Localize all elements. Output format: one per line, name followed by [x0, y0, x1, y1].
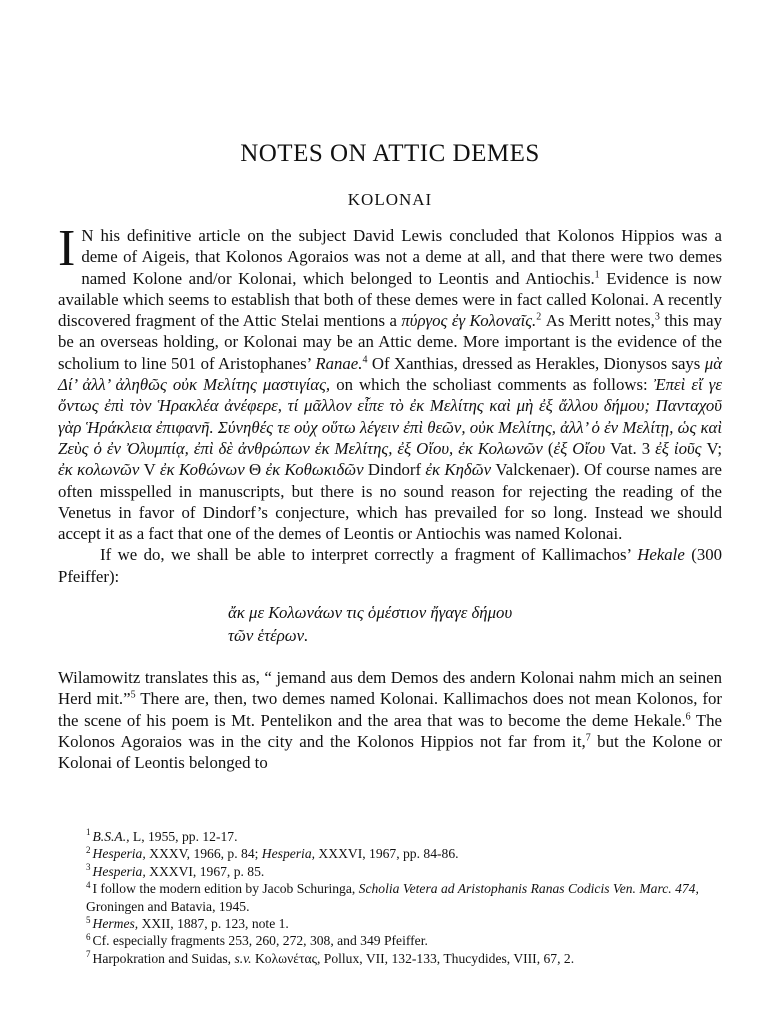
text-run: Of Xanthias, dressed as Herakles, Dionysos says — [367, 353, 705, 373]
text-run: Hesperia, — [261, 846, 316, 862]
text-run: this may be an overseas holding, or Kolonai may be an Attic deme. More important is the evidence of the scholium to line 501 of Aristophanes’ — [58, 311, 722, 373]
text-run: Hesperia, — [92, 863, 146, 879]
footnotes — [86, 828, 722, 967]
footnote-number: 4 — [86, 879, 91, 890]
section-title: KOLONAI — [347, 190, 433, 209]
footnote — [86, 880, 722, 915]
text-run: Θ — [244, 460, 266, 480]
paragraph-3 — [58, 667, 722, 773]
footnote — [86, 845, 722, 862]
text-run: XXXVI, 1967, p. 85. — [145, 863, 265, 879]
text-run: Κολωνέτας, — [251, 950, 321, 966]
footnote — [86, 863, 722, 880]
footnote-ref[interactable]: 1 — [594, 269, 600, 280]
greek-quote: μὰ Δί’ ἀλλ’ ἀληθῶς οὐκ Μελίτης μαστιγίας, — [58, 353, 722, 395]
text-run: There are, then, two demes named Kolonai. Kallimachos does not mean Kolonos, for the scene of his poem is Mt. Pentelikon and the area that was to become the deme Hekale. — [58, 689, 722, 730]
footnote-number: 7 — [86, 949, 91, 960]
text-run: Pollux, VII, 132-133, Thucydides, VIII, 67, 2. — [320, 950, 575, 966]
footnote-number: 5 — [86, 914, 91, 925]
footnote — [86, 828, 722, 845]
paragraph-1 — [58, 220, 723, 544]
footnote — [86, 932, 722, 949]
text-run: The Kolonos Agoraios was in the city and the Kolonos Hippios not far from it, — [58, 710, 722, 751]
text-run: Valckenaer). Of course names are often misspelled in manuscripts, but there is no sound reason for rejecting the reading of the Venetus in favor of Dindorf’s conjecture, which has prevailed for so long. Instead we should accept it as a fact that one of the demes of Leontis or Antiochis was named Kolonai. — [58, 460, 722, 544]
text-run: Cf. especially fragments 253, 260, 272, 308, and 349 Pfeiffer. — [92, 933, 428, 949]
text-run: As Meritt notes, — [541, 311, 655, 331]
text-run: XXXVI, 1967, pp. 84-86. — [315, 846, 459, 862]
article-body — [58, 220, 723, 774]
text-run: Vat. 3 — [605, 438, 656, 458]
text-run: Wilamowitz translates this as, “ jemand aus dem Demos des andern Kolonai nahm mich an seinen Herd mit.” — [58, 668, 722, 709]
greek-verse — [228, 601, 722, 647]
text-run: If we do, we shall be able to interpret correctly a fragment of Kallimachos’ — [100, 545, 638, 565]
paragraph-2 — [58, 544, 722, 587]
footnote — [86, 915, 722, 932]
text-run: s.v. — [234, 950, 252, 966]
work-title: Ranae. — [315, 353, 363, 373]
verse-line — [228, 601, 722, 624]
text-run: XXII, 1887, p. 123, note 1. — [138, 916, 289, 932]
verse-text: ἄκ με Κολωνάων τις ὁμέστιον ἤγαγε δήμου — [228, 603, 513, 623]
text-run: Dindorf — [363, 460, 426, 480]
page-title: NOTES ON ATTIC DEMES — [240, 140, 540, 167]
text-run: but the Kolone or Kolonai of Leontis belonged to — [58, 731, 722, 773]
text-run: XXXV, 1966, p. 84; — [145, 846, 262, 862]
footnote — [86, 950, 722, 967]
footnote-number: 6 — [86, 931, 91, 942]
text-run: Hermes, — [92, 916, 139, 932]
verse-line — [228, 624, 722, 647]
greek-quote: Ἐπεὶ εἴ γε ὄντως ἐπὶ τὸν Ἡρακλέα ἀνέφερε, τί μᾶλλον εἶπε τὸ ἐκ Μελίτης καὶ μὴ ἐξ ἄλλου δήμου; Πανταχοῦ γὰρ Ἡράκλεια ἐπιφανῆ. Σύνηθές τε οὐχ οὕτω λέγειν ἐπὶ θεῶν, οὐκ Μελίτης, ἀλλ’ ὁ ἐν Μελίτῃ, ὡς καὶ Ζεὺς ὁ ἐν Ὀλυμπίᾳ, ἐπὶ δὲ ἀνθρώπων ἐκ Μελίτης, ἐξ Οἴου, ἐκ Κολωνῶν — [58, 375, 723, 458]
verse-text: τῶν ἑτέρων. — [228, 626, 309, 646]
text-run: V; — [701, 438, 722, 458]
text-run: ( — [542, 438, 554, 458]
text-run: Harpokration and Suidas, — [92, 950, 235, 966]
greek-quote: ἐξ Οἴου — [553, 438, 606, 458]
text-run: on which the scholiast comments as follows: — [330, 375, 654, 395]
footnote-ref[interactable]: 5 — [130, 689, 136, 701]
greek-quote: ἐκ Κοθώνων — [159, 460, 245, 480]
footnote-ref[interactable]: 2 — [536, 311, 542, 323]
text-run: V — [139, 460, 160, 480]
work-title: Hekale — [637, 545, 685, 565]
greek-quote: ἐκ Κοθωκιδῶν — [265, 460, 364, 480]
text-run: Groningen and Batavia, 1945. — [86, 898, 250, 914]
text-run: Hesperia, — [92, 846, 146, 862]
greek-quote: πύργος ἐγ Κολοναῖς. — [401, 311, 537, 331]
text-run: (300 Pfeiffer): — [58, 545, 722, 586]
footnote-number: 2 — [86, 844, 91, 855]
text-run: N his definitive article on the subject David Lewis concluded that Kolonos Hippios was a deme of Aigeis, that Kolonos Agoraios was not a deme at all, and that there were two demes named Kolone and/or Kolonai, which belonged to Leontis and Antiochis. — [81, 226, 722, 288]
footnote-ref[interactable]: 4 — [362, 354, 368, 366]
greek-quote: ἐκ κολωνῶν — [58, 460, 140, 480]
footnote-number: 3 — [86, 862, 91, 873]
footnote-ref[interactable]: 3 — [654, 311, 660, 323]
drop-cap: I — [58, 220, 76, 277]
text-run: L, 1955, pp. 12-17. — [129, 829, 238, 844]
greek-quote: ἐξ ἰοῦς — [655, 438, 702, 458]
text-run: Scholia Vetera ad Aristophanis Ranas Codicis Ven. Marc. 474, — [358, 881, 699, 897]
greek-quote: ἐκ Κηδῶν — [425, 460, 492, 480]
footnote-ref[interactable]: 7 — [585, 732, 591, 744]
footnote-number: 1 — [86, 827, 91, 838]
text-run: Evidence is now available which seems to establish that both of these demes were in fact called Kolonai. A recently discovered fragment of the Attic Stelai mentions a — [58, 268, 722, 331]
text-run: B.S.A., — [92, 829, 130, 844]
text-run: I follow the modern edition by Jacob Schuringa, — [92, 881, 359, 897]
footnote-ref[interactable]: 6 — [685, 711, 691, 723]
